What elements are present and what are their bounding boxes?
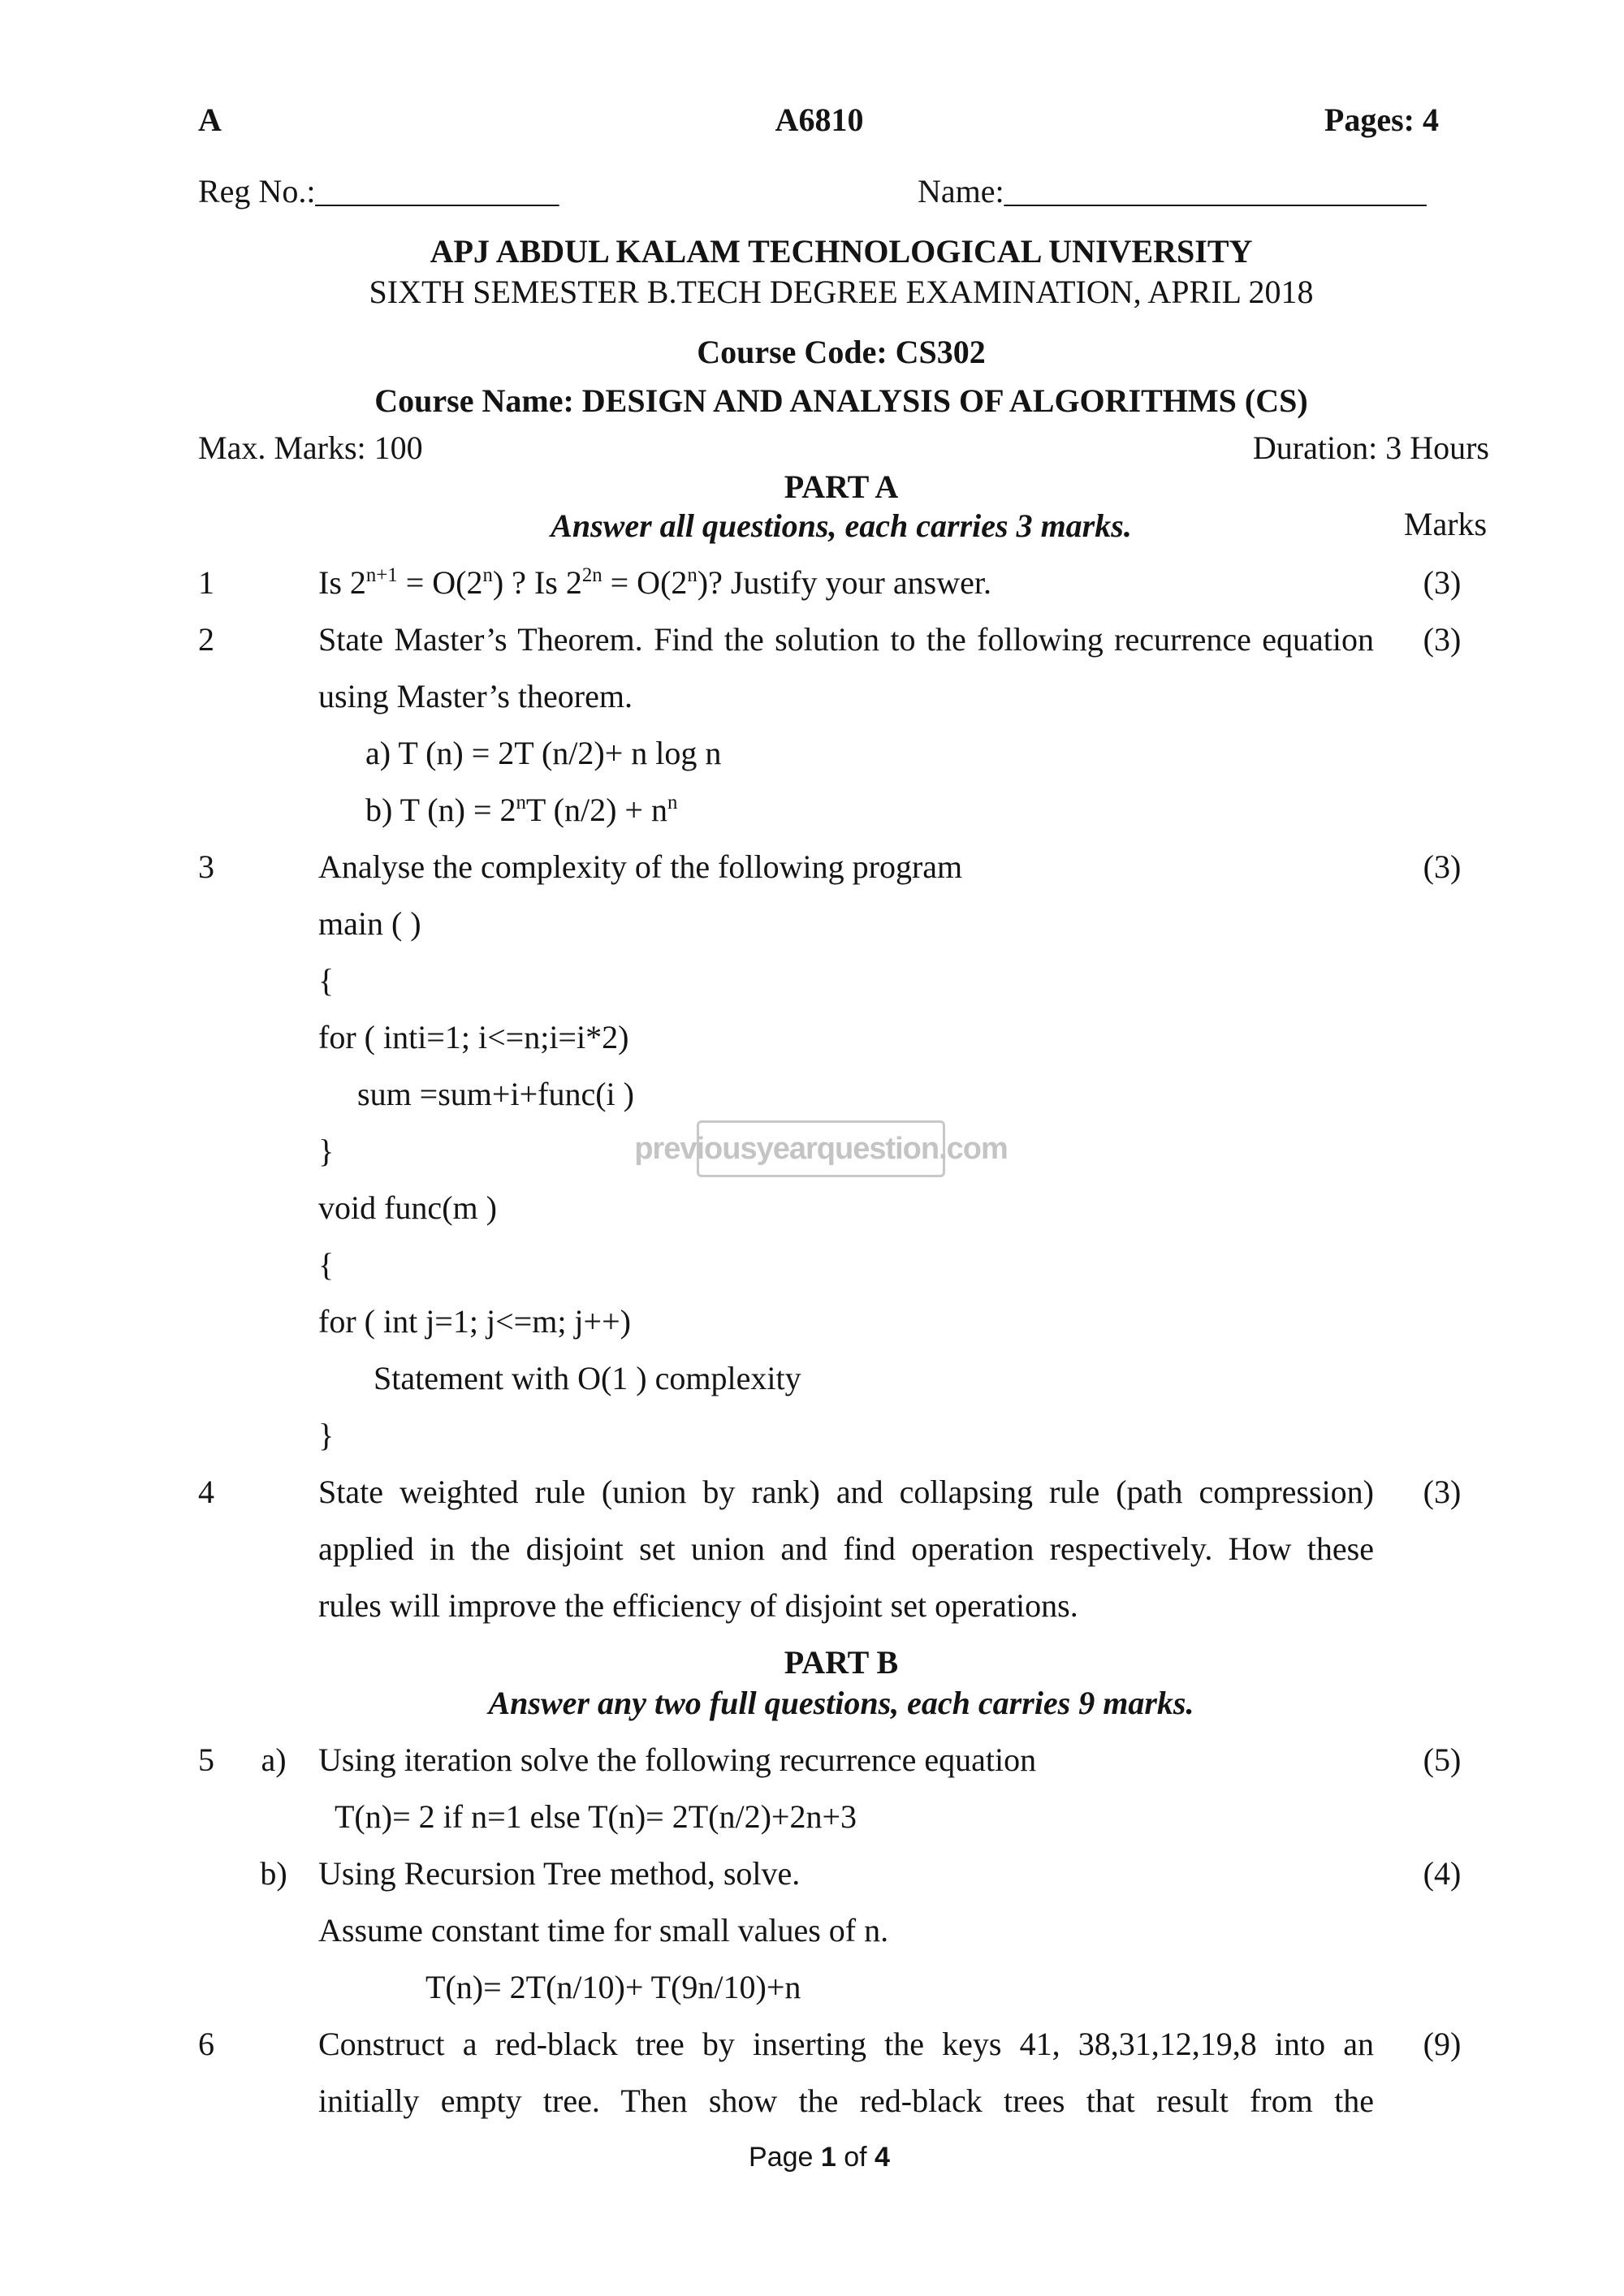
q6-number: 6 [198,2026,214,2062]
max-marks: Max. Marks: 100 [198,429,423,466]
q5b-marks: (4) [1423,1855,1462,1892]
q5b-line-3: T(n)= 2T(n/10)+ T(9n/10)+n [425,1969,801,2005]
q5a-line-1: Using iteration solve the following recurrence equation [318,1741,1037,1778]
q6-marks: (9) [1423,2026,1462,2062]
q1-text: Is $2^{n+1} = O(2^n)$ ? Is $2^{2n} = O(2^n)$? Justify your answer. [318,563,991,601]
reg-no-field: Reg No.:_______________ [198,173,559,209]
q4-line-3: rules will improve the efficiency of disjoint set operations. [318,1587,1078,1624]
code-line: main ( ) [318,905,421,942]
q3-marks: (3) [1423,848,1462,885]
page-footer: Page 1 of 4 [749,2142,890,2173]
q4-number: 4 [198,1474,214,1510]
q5b-line-1: Using Recursion Tree method, solve. [318,1855,801,1892]
q5a-label: a) [261,1741,287,1778]
q2-marks: (3) [1423,621,1462,658]
q5b-line-2: Assume constant time for small values of n. [318,1912,889,1949]
series-letter: A [198,101,222,138]
university-name: APJ ABDUL KALAM TECHNOLOGICAL UNIVERSITY [430,233,1253,270]
part-a-instruction: Answer all questions, each carries 3 marks. [551,507,1132,544]
code-line: } [318,1417,335,1453]
paper-code: A6810 [775,101,864,138]
code-line: for ( int j=1; j<=m; j++) [318,1303,631,1340]
course-name: Course Name: DESIGN AND ANALYSIS OF ALGORITHMS (CS) [374,382,1308,419]
q5a-line-2: T(n)= 2 if n=1 else T(n)= 2T(n/2)+2n+3 [335,1798,857,1835]
code-line: Statement with O(1 ) complexity [374,1360,801,1396]
q2-line-1: State Master’s Theorem. Find the solution to the following recurrence equation [318,621,1374,658]
q6-line-2: initially empty tree. Then show the red-black trees that result from the [318,2082,1374,2119]
page-count: Pages: 4 [1324,101,1439,138]
code-line: { [318,1246,335,1283]
part-a-title: PART A [784,468,899,505]
code-line: { [318,962,335,999]
watermark-logo: previousyearquestion.com [697,1120,945,1177]
q5b-label: b) [260,1855,287,1892]
code-line: } [318,1133,335,1169]
part-b-title: PART B [784,1644,899,1681]
marks-header: Marks [1403,506,1488,542]
q2-option-a: a) T (n) = 2T (n/2)+ n log n [365,735,722,771]
q2-number: 2 [198,621,214,658]
q3-line-1: Analyse the complexity of the following program [318,848,963,885]
q3-number: 3 [198,848,214,885]
exam-title: SIXTH SEMESTER B.TECH DEGREE EXAMINATION, APRIL 2018 [369,274,1314,310]
q1-number: 1 [198,564,214,601]
q4-line-1: State weighted rule (union by rank) and collapsing rule (path compression) [318,1474,1374,1510]
q1-marks: (3) [1423,564,1462,601]
part-b-instruction: Answer any two full questions, each carries 9 marks. [488,1685,1194,1721]
code-line: void func(m ) [318,1189,497,1226]
q5a-marks: (5) [1423,1741,1462,1778]
q6-line-1: Construct a red-black tree by inserting the keys 41, 38,31,12,19,8 into an [318,2026,1374,2062]
q2-line-2: using Master’s theorem. [318,678,633,714]
q5-number: 5 [198,1741,214,1778]
name-field: Name:__________________________ [918,173,1427,209]
q4-marks: (3) [1423,1474,1462,1510]
duration: Duration: 3 Hours [1252,429,1489,466]
code-line: for ( inti=1; i<=n;i=i*2) [318,1019,629,1055]
q2-option-b: b) T $(n) = 2^nT$ $(n/2) + n^n$ [365,791,678,828]
course-code: Course Code: CS302 [697,334,986,370]
q4-line-2: applied in the disjoint set union and find operation respectively. How these [318,1530,1374,1567]
code-line: sum =sum+i+func(i ) [357,1076,634,1112]
